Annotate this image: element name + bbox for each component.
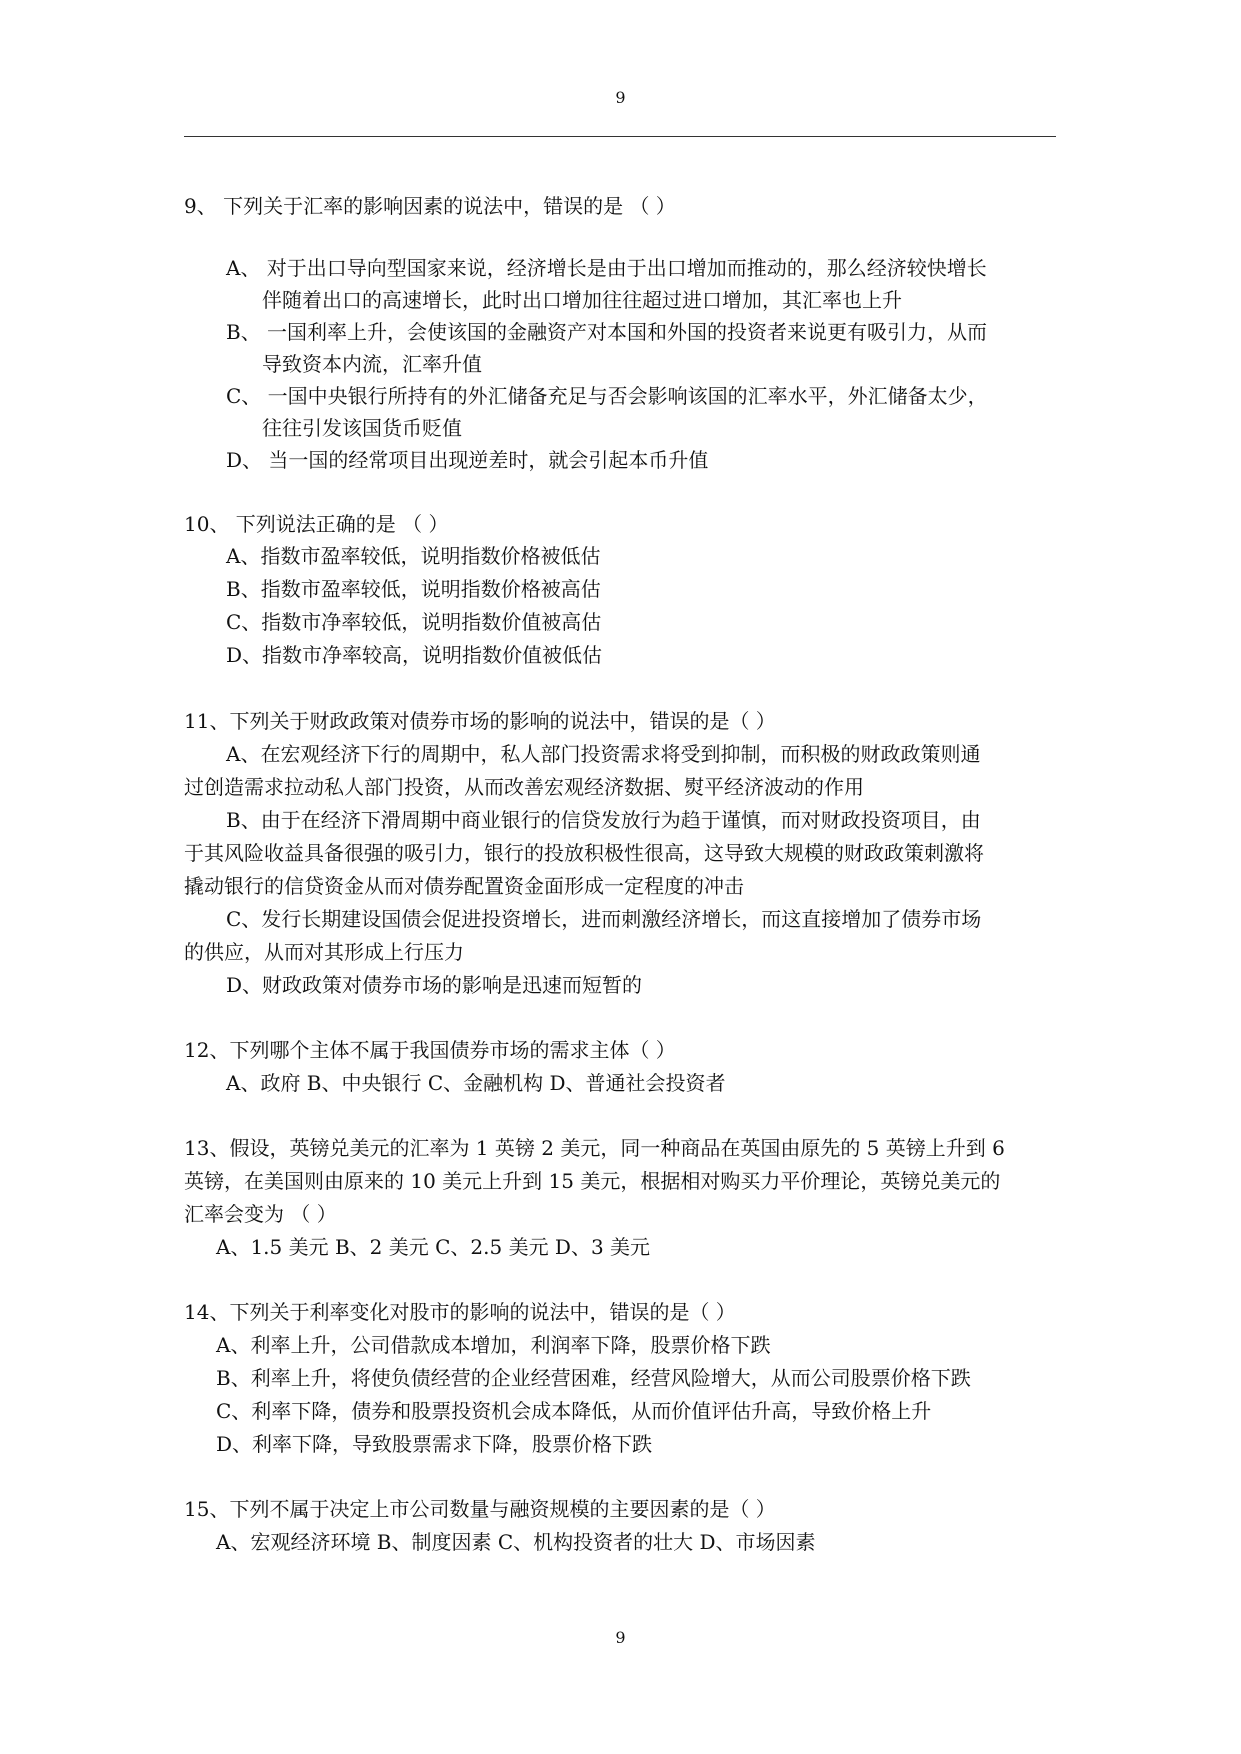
question-9-stem: 9、 下列关于汇率的影响因素的说法中，错误的是 （ ）: [184, 194, 676, 218]
question-9-option-d: D、 当一国的经常项目出现逆差时，就会引起本币升值: [226, 448, 709, 472]
page-footer-number: 9: [615, 1628, 626, 1647]
question-11-option-d: D、财政政策对债券市场的影响是迅速而短暂的: [226, 973, 643, 997]
question-9-option-a-line2: 伴随着出口的高速增长，此时出口增加往往超过进口增加，其汇率也上升: [262, 288, 902, 312]
question-13-stem-line3: 汇率会变为 （ ）: [184, 1202, 337, 1226]
question-15-stem: 15、下列不属于决定上市公司数量与融资规模的主要因素的是（ ）: [184, 1497, 776, 1521]
question-11-option-b-line2: 于其风险收益具备很强的吸引力，银行的投放积极性很高，这导致大规模的财政政策刺激将: [184, 841, 984, 865]
question-12-stem: 12、下列哪个主体不属于我国债券市场的需求主体（ ）: [184, 1038, 676, 1062]
question-11-option-c-line1: C、发行长期建设国债会促进投资增长，进而刺激经济增长，而这直接增加了债券市场: [226, 907, 982, 931]
question-14-option-d: D、利率下降，导致股票需求下降，股票价格下跌: [216, 1432, 653, 1456]
question-11-stem: 11、下列关于财政政策对债券市场的影响的说法中，错误的是（ ）: [184, 709, 776, 733]
header-rule: [184, 136, 1056, 137]
question-13-stem-line2: 英镑，在美国则由原来的 10 美元上升到 15 美元，根据相对购买力平价理论，英镑兑美元的: [184, 1169, 1001, 1193]
question-15-options: A、宏观经济环境 B、制度因素 C、机构投资者的壮大 D、市场因素: [216, 1530, 816, 1554]
question-14-option-a: A、利率上升，公司借款成本增加，利润率下降，股票价格下跌: [216, 1333, 771, 1357]
question-10-stem: 10、 下列说法正确的是 （ ）: [184, 512, 449, 536]
question-14-stem: 14、下列关于利率变化对股市的影响的说法中，错误的是（ ）: [184, 1300, 736, 1324]
question-14-option-b: B、利率上升，将使负债经营的企业经营困难，经营风险增大，从而公司股票价格下跌: [216, 1366, 971, 1390]
question-9-option-c-line1: C、 一国中央银行所持有的外汇储备充足与否会影响该国的汇率水平，外汇储备太少，: [226, 384, 988, 408]
question-11-option-a-line2: 过创造需求拉动私人部门投资，从而改善宏观经济数据、熨平经济波动的作用: [184, 775, 864, 799]
question-10-option-d: D、指数市净率较高，说明指数价值被低估: [226, 643, 603, 667]
page-header-number: 9: [615, 88, 626, 107]
question-9-option-a-line1: A、 对于出口导向型国家来说，经济增长是由于出口增加而推动的，那么经济较快增长: [226, 256, 987, 280]
question-12-options: A、政府 B、中央银行 C、金融机构 D、普通社会投资者: [226, 1071, 726, 1095]
question-13-options: A、1.5 美元 B、2 美元 C、2.5 美元 D、3 美元: [216, 1235, 651, 1259]
question-11-option-a-line1: A、在宏观经济下行的周期中，私人部门投资需求将受到抑制，而积极的财政政策则通: [226, 742, 981, 766]
question-9-option-c-line2: 往往引发该国货币贬值: [262, 416, 462, 440]
question-11-option-b-line1: B、由于在经济下滑周期中商业银行的信贷发放行为趋于谨慎，而对财政投资项目，由: [226, 808, 981, 832]
question-10-option-a: A、指数市盈率较低，说明指数价格被低估: [226, 544, 601, 568]
question-11-option-c-line2: 的供应，从而对其形成上行压力: [184, 940, 464, 964]
question-11-option-b-line3: 撬动银行的信贷资金从而对债券配置资金面形成一定程度的冲击: [184, 874, 744, 898]
question-13-stem-line1: 13、假设，英镑兑美元的汇率为 1 英镑 2 美元，同一种商品在英国由原先的 5 英镑上升到 6: [184, 1136, 1005, 1160]
question-9-option-b-line2: 导致资本内流，汇率升值: [262, 352, 482, 376]
question-9-option-b-line1: B、 一国利率上升，会使该国的金融资产对本国和外国的投资者来说更有吸引力，从而: [226, 320, 988, 344]
question-10-option-c: C、指数市净率较低，说明指数价值被高估: [226, 610, 602, 634]
question-10-option-b: B、指数市盈率较低，说明指数价格被高估: [226, 577, 601, 601]
question-14-option-c: C、利率下降，债券和股票投资机会成本降低，从而价值评估升高，导致价格上升: [216, 1399, 932, 1423]
